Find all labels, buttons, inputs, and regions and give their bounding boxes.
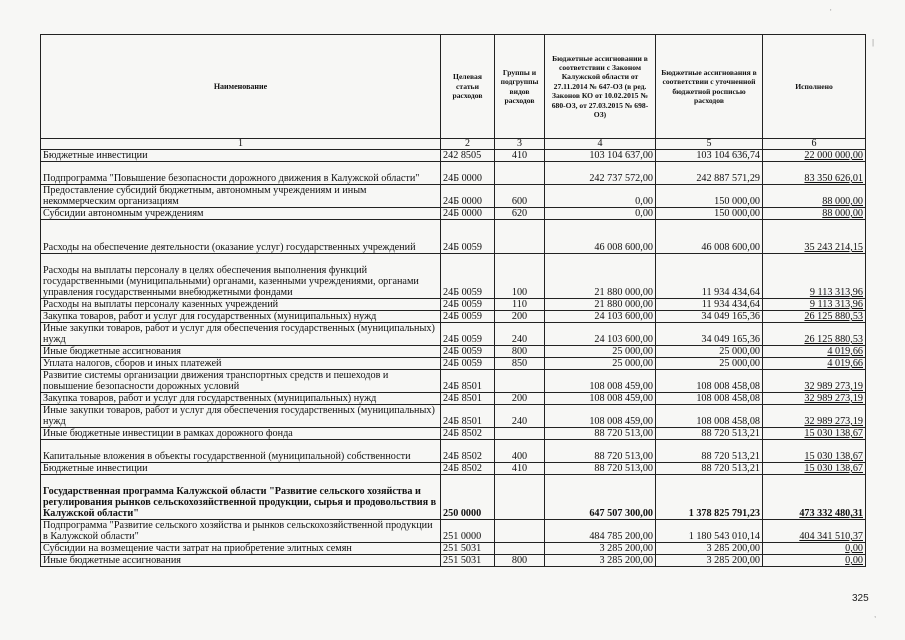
table-row [41, 393, 866, 405]
table-row [41, 162, 866, 185]
header-target: Целевая статьи расходов [441, 35, 495, 139]
row-budget-refined: 3 285 200,00 [656, 543, 763, 555]
row-executed: 22 000 000,00 [763, 150, 866, 162]
row-name: Иные бюджетные ассигнования [41, 346, 441, 358]
header-executed: Исполнено [763, 35, 866, 139]
row-budget-law: 242 737 572,00 [545, 162, 656, 185]
row-budget-refined: 88 720 513,21 [656, 463, 763, 475]
header-groups: Группы и подгруппы видов расходов [495, 35, 545, 139]
table-body [41, 139, 866, 567]
table-row [41, 254, 866, 299]
row-group-code [495, 543, 545, 555]
row-budget-refined: 150 000,00 [656, 208, 763, 220]
row-budget-law: 0,00 [545, 208, 656, 220]
table-row [41, 440, 866, 463]
row-executed: 4 019,66 [763, 346, 866, 358]
header-budget-law: Бюджетные ассигновании в соответствии с Законом Калужской области от 27.11.2014 № 647-ОЗ (в ред. Законов КО от 10.02.2015 № 680-ОЗ, от 27.03.2015 № 698-ОЗ) [545, 35, 656, 139]
row-budget-refined: 11 934 434,64 [656, 299, 763, 311]
row-executed: 88 000,00 [763, 208, 866, 220]
row-budget-refined: 25 000,00 [656, 346, 763, 358]
row-executed: 9 113 313,96 [763, 254, 866, 299]
row-group-code: 110 [495, 299, 545, 311]
row-executed: 9 113 313,96 [763, 299, 866, 311]
row-target-code: 24Б 8501 [441, 405, 495, 428]
row-group-code: 410 [495, 150, 545, 162]
table-row [41, 185, 866, 208]
row-group-code: 600 [495, 185, 545, 208]
row-name: Подпрограмма "Развитие сельского хозяйства и рынков сельскохозяйственной продукции в Калужской области" [41, 520, 441, 543]
row-target-code: 24Б 8502 [441, 463, 495, 475]
row-target-code: 24Б 0000 [441, 162, 495, 185]
row-budget-refined: 242 887 571,29 [656, 162, 763, 185]
row-name: Государственная программа Калужской области "Развитие сельского хозяйства и регулирования рынков сельскохозяйственной продукции, сырья и продовольствия в Калужской области" [41, 475, 441, 520]
row-group-code [495, 162, 545, 185]
table-row [41, 520, 866, 543]
row-name: Бюджетные инвестиции [41, 463, 441, 475]
row-target-code: 251 5031 [441, 555, 495, 567]
row-name: Иные закупки товаров, работ и услуг для обеспечения государственных (муниципальных) нужд [41, 323, 441, 346]
row-budget-refined: 1 378 825 791,23 [656, 475, 763, 520]
table-row [41, 208, 866, 220]
row-budget-refined: 150 000,00 [656, 185, 763, 208]
header-name: Наименование [41, 35, 441, 139]
row-budget-refined: 46 008 600,00 [656, 220, 763, 254]
row-name: Уплата налогов, сборов и иных платежей [41, 358, 441, 370]
column-number: 2 [441, 139, 495, 150]
row-executed: 26 125 880,53 [763, 311, 866, 323]
table-row [41, 370, 866, 393]
row-target-code: 251 0000 [441, 520, 495, 543]
row-name: Предоставление субсидий бюджетным, автономным учреждениям и иным некоммерческим организациям [41, 185, 441, 208]
row-target-code: 24Б 0000 [441, 185, 495, 208]
row-name: Субсидии на возмещение части затрат на приобретение элитных семян [41, 543, 441, 555]
row-target-code: 24Б 0059 [441, 299, 495, 311]
row-executed: 15 030 138,67 [763, 463, 866, 475]
row-name: Закупка товаров, работ и услуг для государственных (муниципальных) нужд [41, 393, 441, 405]
row-target-code: 24Б 0059 [441, 358, 495, 370]
row-executed: 32 989 273,19 [763, 405, 866, 428]
table-row [41, 346, 866, 358]
row-group-code: 410 [495, 463, 545, 475]
row-budget-law: 88 720 513,00 [545, 440, 656, 463]
row-budget-law: 88 720 513,00 [545, 463, 656, 475]
row-budget-refined: 88 720 513,21 [656, 428, 763, 440]
row-budget-refined: 88 720 513,21 [656, 440, 763, 463]
row-budget-refined: 34 049 165,36 [656, 311, 763, 323]
row-group-code [495, 370, 545, 393]
header-budget-refined: Бюджетные ассигнования в соответствии с уточненной бюджетной росписью расходов [656, 35, 763, 139]
row-budget-law: 88 720 513,00 [545, 428, 656, 440]
row-executed: 15 030 138,67 [763, 428, 866, 440]
row-target-code: 250 0000 [441, 475, 495, 520]
table-row [41, 220, 866, 254]
table-row [41, 358, 866, 370]
row-name: Иные закупки товаров, работ и услуг для обеспечения государственных (муниципальных) нужд [41, 405, 441, 428]
row-target-code: 24Б 0059 [441, 323, 495, 346]
table-row [41, 463, 866, 475]
row-group-code: 800 [495, 555, 545, 567]
table-row [41, 555, 866, 567]
row-budget-refined: 25 000,00 [656, 358, 763, 370]
row-executed: 83 350 626,01 [763, 162, 866, 185]
row-executed: 473 332 480,31 [763, 475, 866, 520]
row-budget-law: 21 880 000,00 [545, 299, 656, 311]
scan-mark: , [874, 610, 877, 619]
row-target-code: 24Б 0059 [441, 254, 495, 299]
row-name: Капитальные вложения в объекты государственной (муниципальной) собственности [41, 440, 441, 463]
row-name: Бюджетные инвестиции [41, 150, 441, 162]
row-budget-law: 21 880 000,00 [545, 254, 656, 299]
row-target-code: 24Б 0059 [441, 311, 495, 323]
row-target-code: 24Б 8501 [441, 370, 495, 393]
row-name: Подпрограмма "Повышение безопасности дорожного движения в Калужской области" [41, 162, 441, 185]
budget-table [40, 34, 866, 567]
table-row [41, 543, 866, 555]
row-budget-law: 103 104 637,00 [545, 150, 656, 162]
row-executed: 0,00 [763, 543, 866, 555]
page-number: 325 [852, 593, 869, 604]
row-name: Развитие системы организации движения транспортных средств и пешеходов и повышение безопасности дорожных условий [41, 370, 441, 393]
row-budget-refined: 108 008 458,08 [656, 393, 763, 405]
row-target-code: 251 5031 [441, 543, 495, 555]
row-budget-refined: 108 008 458,08 [656, 370, 763, 393]
row-budget-law: 484 785 200,00 [545, 520, 656, 543]
row-budget-law: 24 103 600,00 [545, 323, 656, 346]
row-budget-refined: 108 008 458,08 [656, 405, 763, 428]
row-name: Расходы на обеспечение деятельности (оказание услуг) государственных учреждений [41, 220, 441, 254]
row-name: Субсидии автономным учреждениям [41, 208, 441, 220]
row-budget-law: 108 008 459,00 [545, 393, 656, 405]
row-target-code: 24Б 8501 [441, 393, 495, 405]
row-target-code: 24Б 0059 [441, 346, 495, 358]
row-executed: 32 989 273,19 [763, 370, 866, 393]
row-group-code: 620 [495, 208, 545, 220]
row-budget-refined: 34 049 165,36 [656, 323, 763, 346]
row-budget-law: 25 000,00 [545, 346, 656, 358]
row-executed: 0,00 [763, 555, 866, 567]
row-executed: 35 243 214,15 [763, 220, 866, 254]
table-row [41, 311, 866, 323]
row-executed: 4 019,66 [763, 358, 866, 370]
row-executed: 26 125 880,53 [763, 323, 866, 346]
row-group-code [495, 428, 545, 440]
budget-table-page [40, 34, 865, 567]
row-budget-law: 108 008 459,00 [545, 370, 656, 393]
row-target-code: 24Б 8502 [441, 440, 495, 463]
row-group-code: 200 [495, 393, 545, 405]
row-budget-refined: 103 104 636,74 [656, 150, 763, 162]
row-budget-law: 3 285 200,00 [545, 555, 656, 567]
row-budget-law: 108 008 459,00 [545, 405, 656, 428]
row-budget-refined: 1 180 543 010,14 [656, 520, 763, 543]
scan-mark: ' [830, 8, 832, 17]
row-executed: 404 341 510,37 [763, 520, 866, 543]
column-number: 3 [495, 139, 545, 150]
row-group-code: 200 [495, 311, 545, 323]
row-group-code: 240 [495, 405, 545, 428]
row-executed: 15 030 138,67 [763, 440, 866, 463]
row-group-code [495, 220, 545, 254]
row-group-code: 100 [495, 254, 545, 299]
row-group-code: 240 [495, 323, 545, 346]
table-row [41, 405, 866, 428]
table-header-row [41, 35, 866, 139]
table-row [41, 475, 866, 520]
row-executed: 32 989 273,19 [763, 393, 866, 405]
row-target-code: 24Б 0059 [441, 220, 495, 254]
row-group-code: 850 [495, 358, 545, 370]
row-name: Иные бюджетные ассигнования [41, 555, 441, 567]
table-row [41, 428, 866, 440]
table-row [41, 150, 866, 162]
row-group-code: 800 [495, 346, 545, 358]
row-target-code: 24Б 0000 [441, 208, 495, 220]
table-row [41, 323, 866, 346]
row-executed: 88 000,00 [763, 185, 866, 208]
column-number-row [41, 139, 866, 150]
column-number: 4 [545, 139, 656, 150]
row-budget-law: 0,00 [545, 185, 656, 208]
row-name: Расходы на выплаты персоналу в целях обеспечения выполнения функций государственными (муниципальными) органами, казенными учреждениями, органами управления государственными внебюджетными фондами [41, 254, 441, 299]
table-row [41, 299, 866, 311]
row-group-code [495, 520, 545, 543]
scan-mark: | [872, 38, 875, 47]
row-name: Иные бюджетные инвестиции в рамках дорожного фонда [41, 428, 441, 440]
row-target-code: 24Б 8502 [441, 428, 495, 440]
row-budget-refined: 11 934 434,64 [656, 254, 763, 299]
row-group-code [495, 475, 545, 520]
row-name: Закупка товаров, работ и услуг для государственных (муниципальных) нужд [41, 311, 441, 323]
row-budget-law: 647 507 300,00 [545, 475, 656, 520]
row-name: Расходы на выплаты персоналу казенных учреждений [41, 299, 441, 311]
column-number: 5 [656, 139, 763, 150]
row-budget-law: 24 103 600,00 [545, 311, 656, 323]
row-budget-law: 25 000,00 [545, 358, 656, 370]
row-group-code: 400 [495, 440, 545, 463]
row-target-code: 242 8505 [441, 150, 495, 162]
row-budget-law: 3 285 200,00 [545, 543, 656, 555]
row-budget-law: 46 008 600,00 [545, 220, 656, 254]
column-number: 6 [763, 139, 866, 150]
column-number: 1 [41, 139, 441, 150]
row-budget-refined: 3 285 200,00 [656, 555, 763, 567]
